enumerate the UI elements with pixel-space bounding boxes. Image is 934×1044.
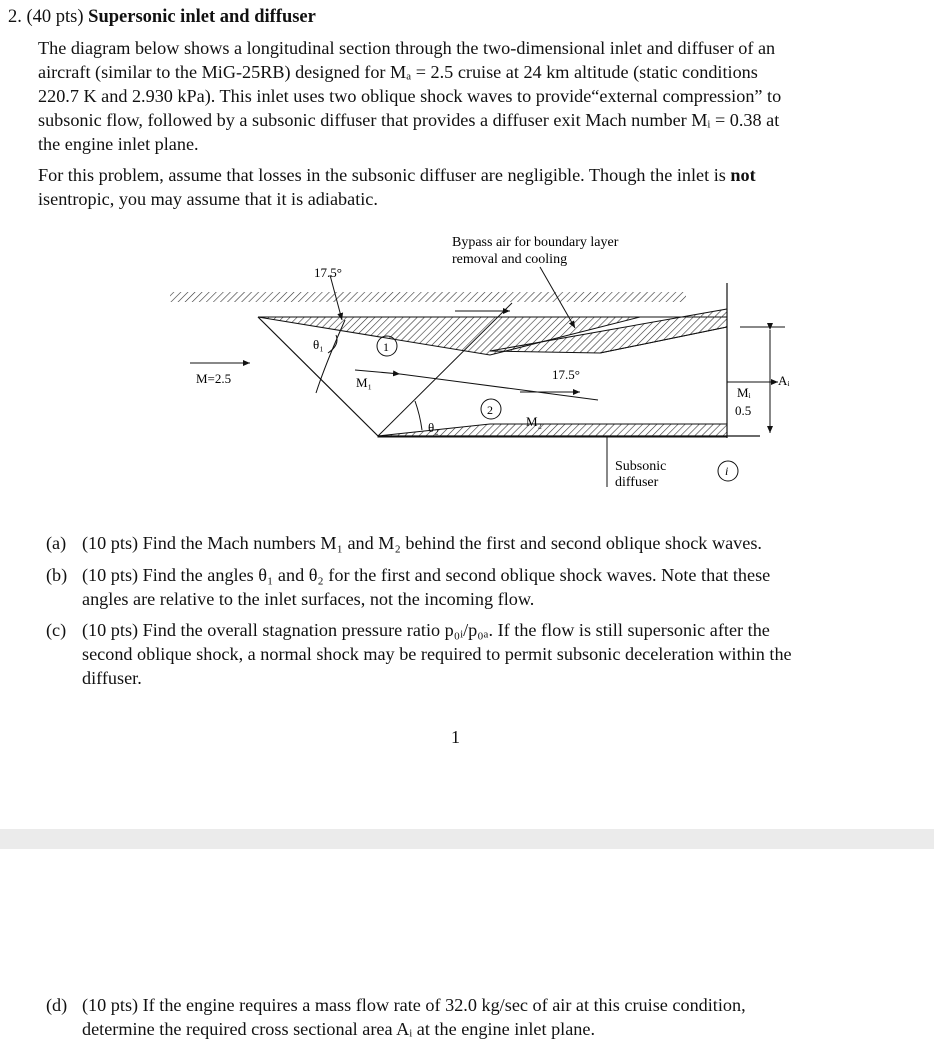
mi-value: 0.5 [735, 403, 752, 418]
problem-points: (40 pts) [26, 7, 84, 27]
m1-label: M₁ [356, 375, 373, 390]
part-label: (d) [46, 995, 68, 1015]
part-line: determine the required cross sectional area Aᵢ at the engine inlet plane. [82, 1019, 596, 1039]
intro-line: aircraft (similar to the MiG-25RB) designed for Mₐ = 2.5 cruise at 24 km altitude (static conditions [38, 62, 758, 82]
station-i-label: i [725, 464, 729, 478]
theta1-label: θ₁ [313, 337, 324, 352]
theta2-arc [415, 401, 422, 430]
subsonic-label-line1: Subsonic [615, 459, 667, 474]
subsonic-label-line2: diffuser [615, 475, 659, 490]
part-label: (c) [46, 620, 67, 640]
mid-angle-label: 17.5° [552, 367, 580, 382]
part-line: (10 pts) Find the angles θ₁ and θ₂ for the first and second oblique shock waves. Note that these [82, 565, 771, 585]
intro-line: 220.7 K and 2.930 kPa). This inlet uses two oblique shock waves to provide“external compression” to [38, 86, 782, 106]
upper-angle-label: 17.5° [314, 265, 342, 280]
assumption-text: For this problem, assume that losses in the subsonic diffuser are negligible. Though the inlet is [38, 165, 731, 185]
problem-intro [38, 36, 925, 156]
inlet-diagram [0, 225, 934, 505]
m2-label: M₂ [526, 414, 543, 429]
part-line: (10 pts) Find the overall stagnation pressure ratio p₀ᵢ/p₀ₐ. If the flow is still supersonic after the [82, 620, 770, 640]
part-label: (a) [46, 533, 67, 553]
upper-wall [170, 292, 686, 302]
bypass-label-line2: removal and cooling [452, 252, 568, 267]
intro-line: The diagram below shows a longitudinal section through the two-dimensional inlet and diffuser of an [38, 38, 776, 58]
station-2-label: 2 [487, 403, 493, 417]
m1-arrow [355, 370, 400, 374]
assumption-line [38, 163, 925, 187]
part-line: (10 pts) If the engine requires a mass flow rate of 32.0 kg/sec of air at this cruise condition, [82, 995, 746, 1015]
problem-title: Supersonic inlet and diffuser [88, 7, 316, 27]
part-line: (10 pts) Find the Mach numbers M₁ and M₂ behind the first and second oblique shock waves. [82, 533, 762, 553]
part-label: (b) [46, 565, 68, 585]
freestream-label: M=2.5 [196, 371, 232, 386]
mi-label: Mᵢ [737, 385, 751, 400]
intro-line: the engine inlet plane. [38, 134, 199, 154]
intro-line: subsonic flow, followed by a subsonic diffuser that provides a diffuser exit Mach number Mᵢ = 0.38 at [38, 110, 780, 130]
station-1-label: 1 [383, 340, 389, 354]
page-separator [0, 829, 934, 849]
part-line: angles are relative to the inlet surfaces, not the incoming flow. [82, 589, 535, 609]
theta2-label: θ₂ [428, 420, 439, 435]
page-number: 1 [451, 727, 460, 747]
assumption-bold: not [730, 165, 756, 185]
problem-number: 2. [8, 7, 22, 27]
first-shock [316, 320, 345, 393]
area-label: Aᵢ [778, 373, 790, 388]
bypass-label-line1: Bypass air for boundary layer [452, 235, 619, 250]
assumption-paragraph [38, 163, 925, 211]
assumption-line: isentropic, you may assume that it is adiabatic. [38, 189, 378, 209]
problem-heading [8, 5, 316, 29]
part-line: second oblique shock, a normal shock may be required to permit subsonic deceleration within the [82, 644, 792, 664]
part-line: diffuser. [82, 668, 142, 688]
